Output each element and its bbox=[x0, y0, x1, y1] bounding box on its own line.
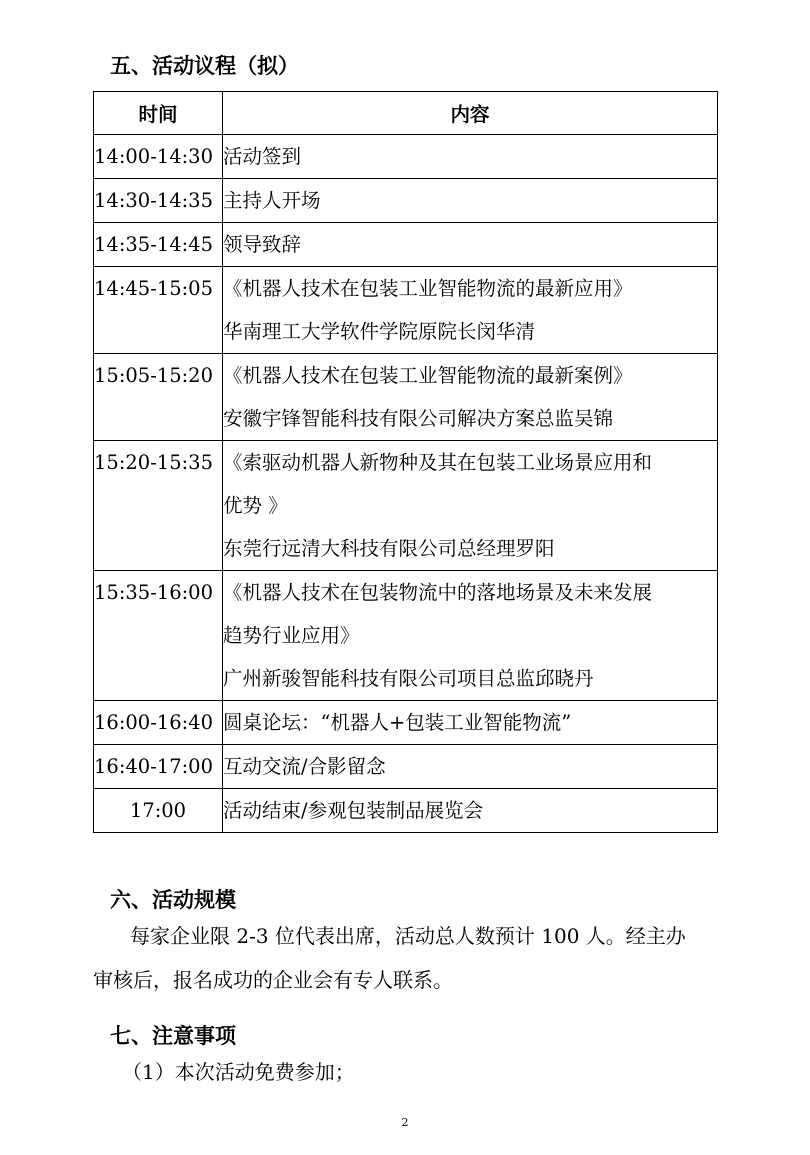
agenda-content bbox=[223, 354, 718, 441]
agenda-content bbox=[223, 789, 718, 833]
agenda-content-line: 《机器人技术在包装物流中的落地场景及未来发展 bbox=[223, 581, 653, 604]
agenda-row bbox=[94, 745, 718, 789]
agenda-content-line: 趋势行业应用》 bbox=[223, 624, 360, 647]
agenda-content-line: 主持人开场 bbox=[223, 189, 321, 212]
agenda-content-line: 圆桌论坛：“机器人+包装工业智能物流” bbox=[223, 711, 572, 734]
page-number: 2 bbox=[401, 1116, 409, 1129]
agenda-time: 15:35-16:00 bbox=[94, 571, 223, 701]
agenda-time: 14:45-15:05 bbox=[94, 267, 223, 354]
agenda-time: 14:30-14:35 bbox=[94, 179, 223, 223]
section-7-item-1: （1）本次活动免费参加； bbox=[122, 1060, 355, 1084]
section-6-line-1: 每家企业限 2-3 位代表出席，活动总人数预计 100 人。经主办 bbox=[130, 924, 686, 948]
section-5-title: 五、活动议程（拟） bbox=[110, 54, 299, 78]
agenda-time: 17:00 bbox=[94, 789, 223, 833]
agenda-content-line: 领导致辞 bbox=[223, 233, 302, 256]
agenda-content bbox=[223, 267, 718, 354]
time-column-header: 时间 bbox=[94, 92, 223, 135]
agenda-row bbox=[94, 223, 718, 267]
agenda-row bbox=[94, 701, 718, 745]
agenda-row bbox=[94, 179, 718, 223]
agenda-row bbox=[94, 354, 718, 441]
section-6-line-2: 审核后，报名成功的企业会有专人联系。 bbox=[93, 968, 453, 992]
agenda-content bbox=[223, 135, 718, 179]
agenda-content-line: 优势 》 bbox=[223, 494, 288, 517]
agenda-content-line: 广州新骏智能科技有限公司项目总监邱晓丹 bbox=[223, 667, 594, 690]
agenda-content bbox=[223, 223, 718, 267]
agenda-content-line: 活动结束/参观包装制品展览会 bbox=[223, 799, 484, 822]
agenda-content bbox=[223, 701, 718, 745]
agenda-row bbox=[94, 135, 718, 179]
agenda-row bbox=[94, 441, 718, 571]
agenda-time: 15:05-15:20 bbox=[94, 354, 223, 441]
section-7-title: 七、注意事项 bbox=[110, 1024, 236, 1048]
agenda-content bbox=[223, 745, 718, 789]
agenda-time: 16:00-16:40 bbox=[94, 701, 223, 745]
agenda-body bbox=[94, 135, 718, 833]
agenda-content-line: 《索驱动机器人新物种及其在包装工业场景应用和 bbox=[223, 451, 653, 474]
agenda-content bbox=[223, 571, 718, 701]
agenda-content-line: 活动签到 bbox=[223, 145, 302, 168]
agenda-content-line: 《机器人技术在包装工业智能物流的最新案例》 bbox=[223, 364, 633, 387]
content-column-header: 内容 bbox=[223, 92, 718, 135]
agenda-time: 14:35-14:45 bbox=[94, 223, 223, 267]
agenda-row bbox=[94, 571, 718, 701]
agenda-time: 14:00-14:30 bbox=[94, 135, 223, 179]
agenda-time: 15:20-15:35 bbox=[94, 441, 223, 571]
agenda-content bbox=[223, 179, 718, 223]
agenda-row bbox=[94, 789, 718, 833]
agenda-time: 16:40-17:00 bbox=[94, 745, 223, 789]
agenda-content-line: 安徽宇锋智能科技有限公司解决方案总监吴锦 bbox=[223, 407, 614, 430]
agenda-content-line: 互动交流/合影留念 bbox=[223, 755, 386, 778]
agenda-content-line: 《机器人技术在包装工业智能物流的最新应用》 bbox=[223, 277, 633, 300]
section-6-title: 六、活动规模 bbox=[110, 888, 236, 912]
agenda-content bbox=[223, 441, 718, 571]
agenda-header-row bbox=[94, 92, 718, 135]
agenda-content-line: 东莞行远清大科技有限公司总经理罗阳 bbox=[223, 537, 555, 560]
agenda-content-line: 华南理工大学软件学院原院长闵华清 bbox=[223, 320, 536, 343]
agenda-row bbox=[94, 267, 718, 354]
agenda-table bbox=[93, 91, 718, 833]
